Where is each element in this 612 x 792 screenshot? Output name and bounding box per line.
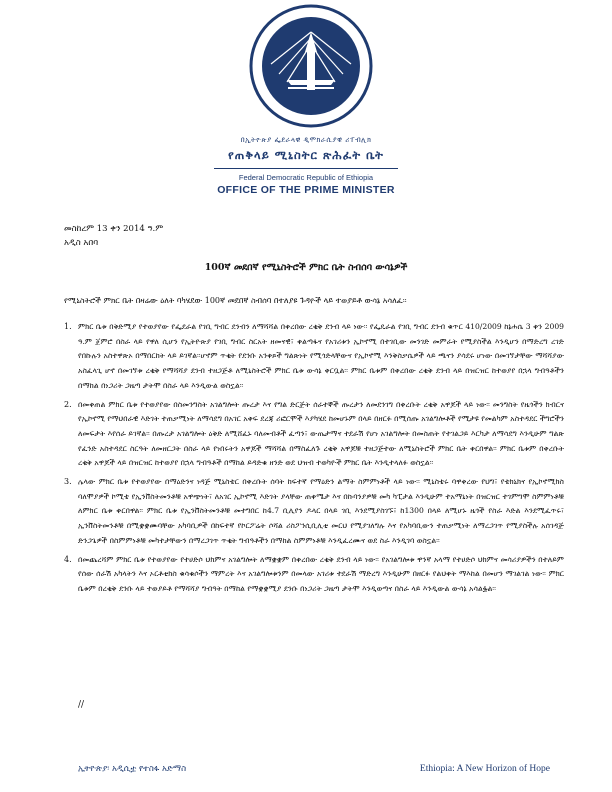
org-name-amharic-small: በኢትዮጵያ ፌደራላዊ ዲሞክራሲያዊ ሪፐብሊክ: [240, 136, 372, 144]
decision-number: 3.: [64, 477, 72, 487]
closing-mark: //: [78, 700, 85, 710]
decision-text: በመጨረሻም ምክር ቤቱ የተወያየው የተሀድሶ ህክምና አገልግሎት ለማቋቋም በቀረበው ረቂቅ ደንብ ላይ ነው፡፡ የአገልግሎቱ ዋንኛ አላማ የተሀድሶ ህክምና መሳሪያዎችን በተለይም የሰው ሰራሽ አካላትን እና ኦርቶቲክስ ቁሳቁሶችን ማምረት እና አገልግሎቱንም በመላው አገሪቱ ተደራሽ ማድረግ እንዲሁም በዘርፉ የልህቀት ማእከል በመሆን ማገልገል ነው፡፡ ምክር ቤቱም በረቂቅ ደንቡ ላይ ተወያይቶ የማሻሻያ ግብዓት በማከል የማቋቋሚያ ደንቡ በነጋሪት ጋዜጣ ታትሞ እንዲወጣና በስራ ላይ እንዲውል ውሳኔ አሳልፏል፡፡: [78, 554, 564, 593]
decision-text: በመቀጠል ምክር ቤቱ የተወያየው በስመንግስት አገልግሎት ጡረታ እና የግል ድርጅት ሰራተኞች ጡረታን ለመደንገግ በቀረቡት ረቂቅ አዋጆች ላይ ነው፡፡ መንግስት የዜጎችን ክብርና የኢኮኖሚ የማህበራዊ እድገት ተጠቃሚነት ለማሳደግ በአገር አቀፍ ደረጃ ሪፎርሞች እያካሄደ ከመሆኑም በላይ በዘርፉ በሚሰጡ አገልግሎቶች የሚታዩ የመልካም አስተዳደር ችግሮችን ለመፍታት እየሰራ ይገኛል፡፡ በጡረታ አገልግሎት ዕቅድ ለሚሸፈኑ ባለመብቶች ፈጣን፣ ውጤታማና ተደራሽ የሆነ አገልግሎት በመስጠት የተገልጋይ እርካታ ለማሳደግ እንዲሁም ግልጽ የፈንድ አስተዳደር ስርዓት ለመዘርጋት በስራ ላይ የነበሩትን አዋጆች ማሻሻል በማስፈለጉ ረቂቅ አዋጆቹ ተዘጋጅተው ለሚኒስትሮች ምክር ቤት ቀርበዋል፡፡ ምክር ቤቱም በቀረቡት ረቂቅ አዋጆች ላይ በዝርዝር ከተወያየ በኋላ ግብዓቶች በማከል ይዳድቁ ዘንድ ወደ ህዝብ ተወካዮች ምክር ቤት እንዲተላለፉ ወስኗል፡፡: [78, 399, 564, 468]
decision-number: 4.: [64, 554, 72, 564]
letter-date: መስከረም 13 ቀን 2014 ዓ.ም: [64, 224, 164, 234]
org-name-english-small: Federal Democratic Republic of Ethiopia: [238, 173, 374, 182]
decision-text: ምክር ቤቱ በቅድሚያ የተወያየው የፌደራል የገቢ ግብር ደንብን ለማሻሻል በቀረበው ረቂቅ ደንብ ላይ ነው፡፡ የፌዴራል የገቢ ግብር ደንብ ቁጥር 410/2009 ከኔሐሴ 3 ቀን 2009 ዓ.ም ጀምሮ በስራ ላይ የዋለ ሲሆን የኢትዮጵያ የገቢ ግብር ስርአት ዘመናዊ፣ ቀልጣፋና የአገሪቱን ኢኮኖሚ በተገቢው መንገድ መምራት የሚያስችል እንዲሆን በማድረግ ረገድ የበኩሉን አስተዋጽኦ በማበርከት ላይ ይገኛል፡፡ሆኖም ጥቂት የደንቡ አንቀጾች ግልጽነት የሚጎድላቸውና የኢኮኖሚ እንቅስቃሴዎች ላይ ጫናን ያሳደሩ ሆነው በመገኘታቸው ማሻሻያው አስፈላጊ ሆኖ በመገኘቱ ረቂቅ የማሻሻያ ደንብ ተዘጋጅቶ ለሚኒስትሮች ምክር ቤቱ ውሳኔ ቀርቧል፡፡ ምክር ቤቱም በቀረበው ረቂቅ ደንብ ላይ በዝርዝር ከተወያየ በኋላ ግብዓቶችን በማከል በነጋሪት ጋዜጣ ታትሞ በስራ ላይ እንዲውል ወስኗል፡፡: [78, 322, 564, 390]
org-name-amharic: የጠቅላይ ሚኒስትር ጽሕፈት ቤት: [228, 148, 384, 162]
decision-item: [64, 398, 564, 472]
footer-slogan-amharic: ኢትዮጵያ፡ አዲሲቷ የተስፋ አድማስ: [78, 764, 187, 774]
decision-list: [64, 320, 564, 601]
org-name-english: OFFICE OF THE PRIME MINISTER: [217, 184, 395, 196]
decision-item: [64, 475, 564, 549]
decision-number: 2.: [64, 399, 72, 409]
decision-item: [64, 320, 564, 394]
header-divider: [214, 168, 398, 169]
letter-intro: የሚኒስትሮች ምክር ቤት በዛሬው ዕለት ባካሄደው 100ኛ መደበኛ ስብሰባ በተለያዩ ጉዳዮች ላይ ተወያይቶ ውሳኔ አሳለፈ፡፡: [64, 296, 407, 305]
letter-city: አዲስ አበባ: [64, 238, 99, 248]
decision-number: 1.: [64, 322, 72, 331]
decision-text: ሌላው ምክር ቤቱ የተወያየው በማዕድንና ነዳጅ ሚኒስቴር በቀረቡት ሰባት ከፍተኛ የማዕድን ልማት ስምምነቶች ላይ ነው፡፡ ሚኒስቴሩ ባዋቀረው የህግ፣ የቴክኒክና የኢኮኖሚክስ ባለሞያዎች ኮሚቴ የኢንቨስትመንቶቹ አዋጭነት፣ ለአገር ኢኮኖሚ እድገት ያላቸው ጠቀሜታ እና በኩባንያዎቹ መካ ካፒታል እንዲሁም ተአማኒነት በዝርዝር ተገምግሞ ስምምነቶቹ ለምክር ቤቱ ቀርበዋል፡፡ ምክር ቤቱ የኢንቨስትመንቶቹ መተግበር ከ4.7 ቢሊየን ዶላር በላይ ገቢ እንደሚያስገኙ፣ ከ1300 በላይ ለሚሆኑ ዜጎች የስራ እድል እንደሚፈጥሩ፣ ኢንቨስትመንቶቹ በሚቋቋሙባቸው አካባቢዎች በከፍተኛ የኮርፖሬት ሶሻል ሪስፖንሲቢሊቲ መርህ የሚያገለግሉ እና የአካባቢውን ተጠቃሚነት ለማረጋገጥ የሚያስችሉ አሰገዳጅ ድንጋጌዎች በስምምነቶቹ መካተታቸውን በማረጋገጥ ጥቂት ግብዓቶችን በማከል ስምምነቶቹ እንዲፈረሙና ወደ ስራ እንዲገባ ወስኗል፡፡: [78, 477, 564, 545]
footer-slogan-english: Ethiopia: A New Horizon of Hope: [419, 764, 550, 774]
decision-item: [64, 553, 564, 597]
ethiopian-emblem-icon: [241, 2, 381, 130]
letter-title: 100ኛ መደበኛ የሚኒስትሮች ምክር ቤት ስብሰባ ውሳኔዎች: [204, 262, 408, 273]
